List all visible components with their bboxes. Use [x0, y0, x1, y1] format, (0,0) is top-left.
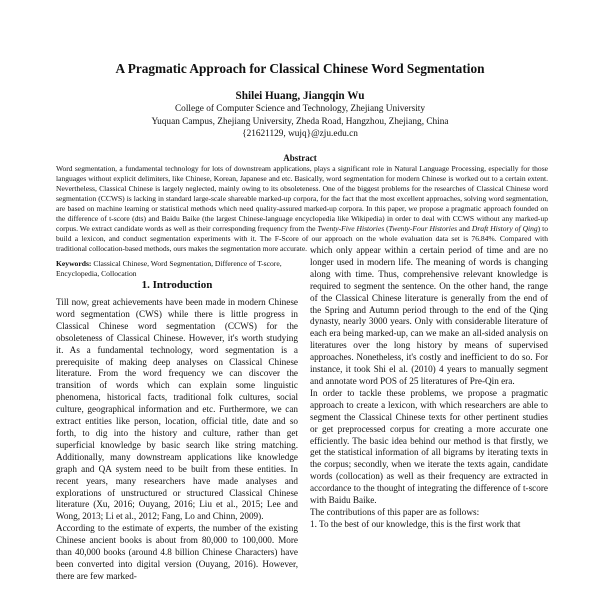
author-block [0, 89, 600, 141]
abstract-italic-3: Draft History of Qing [471, 224, 538, 234]
left-column [56, 297, 298, 600]
right-paragraph-1: which only appear within a certain period of time and are no longer used in modern life. The meaning of words is changing along with time. Thus, comprehensive relevant knowledge is required to segment the sentence. On the other hand, the range of the Classical Chinese literature is generally from the end of the Spring and Autumn period through to the end of the Qing dynasty, nearly 3000 years. Only with considerable literature of each era being marked-up, can we make an all-sided analysis on literatures over the long history by means of supervised approaches. Nonetheless, it's costly and inefficient to do so. For instance, it took Shi el al. (2010) 4 years to manually segment and annotate word POS of 25 literatures of Pre-Qin era. [310, 245, 548, 386]
affiliation-line-2: Yuquan Campus, Zhejiang University, Zheda Road, Hangzhou, Zhejiang, China [151, 116, 449, 127]
abstract-part-4: ) to build a lexicon, and conduct segmentation experiments with it. The F-Score of our approach on the whole evaluation data set is 76.84%. Compared with traditional collocation-based methods, ours makes the segmentation more accurate. [56, 224, 548, 254]
abstract-italic-1: Twenty-Five Histories [317, 224, 385, 234]
abstract-text [56, 164, 548, 254]
abstract-heading: Abstract [283, 153, 317, 163]
abstract-part-3: and [457, 224, 472, 234]
author-names: Shilei Huang, Jiangqin Wu [235, 90, 365, 102]
right-paragraph-2: In order to tackle these problems, we propose a pragmatic approach to create a lexicon, with which researchers are able to segment the Classical Chinese texts for other pertinent studies or get preprocessed corpus for creating a more accurate one efficiently. The basic idea behind our method is that firstly, we get the statistical information of all bigrams by iterating texts in the corpus; secondly, when we iterate the texts again, candidate words (collocation) as well as their frequency are extracted in accordance to the thought of integrating the difference of t-score with Baidu Baike. [310, 387, 548, 506]
paper-title: A Pragmatic Approach for Classical Chinese Word Segmentation [115, 61, 485, 76]
left-paragraph-2: According to the estimate of experts, the number of the existing Chinese ancient books is about from 80,000 to 100,000. More than 40,000 books (around 4.8 billion Chinese Characters) have been converted into digital version (Ouyang, 2016). However, there are few marked- [56, 523, 298, 581]
affiliation-line-1: College of Computer Science and Technology, Zhejiang University [174, 104, 426, 114]
left-paragraph-1: Till now, great achievements have been made in modern Chinese word segmentation (CWS) while there is little progress in Classical Chinese word segmentation (CCWS) for the obsoleteness of Classical Chinese. However, it's worth studying it. As a fundamental technology, word segmentation is a prerequisite of making deep analyses on Classical Chinese literature. From the word frequency we can discover the transition of words which can explain some linguistic phenomena, historical facts, traditional folk cultures, social culture, geographical information and etc. Furthermore, we can extract entities like person, location, official title, date and so forth, to dig into the history and culture, rather than get superficial knowledge by basic search like string matching. Additionally, many downstream applications like knowledge graph and QA system need to be built from these entities. In recent years, many researchers have made analyses and explorations of unstructured or structured Classical Chinese literature (Xu, 2016; Ouyang, 2016; Liu et al., 2015; Lee and Wong, 2013; Li et al., 2012; Fang, Lo and Chinn, 2009). [56, 297, 298, 522]
author-emails: {21621129, wujq}@zju.edu.cn [242, 129, 358, 139]
abstract-part-1: Word segmentation, a fundamental technology for lots of downstream applications, plays a significant role in Natural Language Processing, especially for those languages without explicit delimiters, like Chinese, Korean, Japanese and etc. Basically, word segmentation for modern Chinese is worked out to a certain extent. Nevertheless, Classical Chinese is largely neglected, mainly owing to its obsoleteness. One of the biggest problems for the researches of Classical Chinese word segmentation (CCWS) is lacking in standard large-scale shareable marked-up corpora, for the fact that the most excellent approaches, solving word segmentation, are based on machine learning or statistical methods which need quality-assured marked-up corpora. In this paper, we propose a pragmatic approach founded on the difference of t-score (dts) and Baidu Baike (the largest Chinese-language encyclopedia like Wikipedia) in order to deal with CCWS without any marked-up corpus. We extract candidate words as well as their corresponding frequency from the [56, 164, 548, 234]
keywords-text: Classical Chinese, Word Segmentation, Difference of T-score, Encyclopedia, Collocation [56, 259, 282, 278]
keywords-label: Keywords: [56, 259, 92, 268]
right-list-item-1: 1. To the best of our knowledge, this is the first work that [310, 518, 521, 529]
right-paragraph-3: The contributions of this paper are as follows: [310, 506, 480, 517]
keywords-line [56, 259, 306, 279]
section-heading-introduction: 1. Introduction [141, 279, 213, 291]
abstract-italic-2: Twenty-Four Histories [388, 224, 458, 234]
right-column [310, 245, 548, 600]
abstract-part-2: ( [384, 224, 389, 234]
